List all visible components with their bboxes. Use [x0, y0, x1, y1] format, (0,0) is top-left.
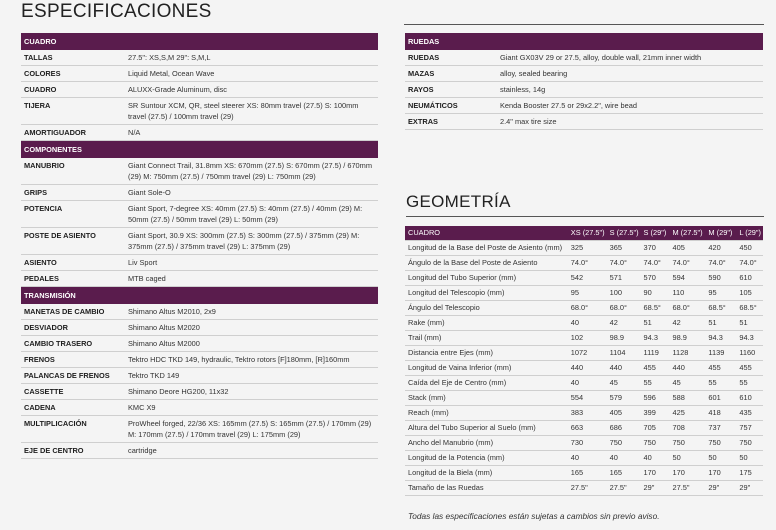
geometry-value: 74.0° — [705, 256, 736, 271]
spec-row — [21, 320, 378, 336]
geometry-row — [405, 421, 763, 436]
spec-row — [21, 443, 378, 459]
spec-key: FRENOS — [21, 352, 125, 368]
geometry-value: 90 — [641, 286, 670, 301]
spec-title: ESPECIFICACIONES — [21, 1, 212, 22]
geometry-row — [405, 481, 763, 496]
section-header-label: COMPONENTES — [21, 141, 378, 159]
spec-value: Giant Connect Trail, 31.8mm XS: 670mm (27.5) S: 670mm (27.5) / 670mm (29) M: 750mm (27.5) / 750mm travel (29) L: 750mm (29) — [125, 158, 378, 185]
spec-row — [21, 82, 378, 98]
geometry-value: 51 — [736, 316, 763, 331]
spec-row — [21, 352, 378, 368]
geometry-value: 405 — [669, 241, 705, 256]
geometry-value: 1139 — [705, 346, 736, 361]
geometry-value: 55 — [736, 376, 763, 391]
spec-row — [21, 66, 378, 82]
spec-value: cartridge — [125, 443, 378, 459]
geometry-value: 1119 — [641, 346, 670, 361]
geometry-label: Stack (mm) — [405, 391, 568, 406]
geometry-value: 554 — [568, 391, 607, 406]
spec-row — [21, 201, 378, 228]
spec-value: Tektro TKD 149 — [125, 368, 378, 384]
spec-value: KMC X9 — [125, 400, 378, 416]
section-header-label: CUADRO — [21, 33, 378, 50]
geometry-label: Longitud de la Biela (mm) — [405, 466, 568, 481]
geometry-value: 95 — [705, 286, 736, 301]
geometry-value: 68.5° — [736, 301, 763, 316]
spec-value: Liv Sport — [125, 255, 378, 271]
geometry-value: 94.3 — [641, 331, 670, 346]
geometry-row — [405, 391, 763, 406]
spec-key: CAMBIO TRASERO — [21, 336, 125, 352]
geometry-value: 705 — [641, 421, 670, 436]
geometry-label: Caída del Eje de Centro (mm) — [405, 376, 568, 391]
spec-key: MULTIPLICACIÓN — [21, 416, 125, 443]
geometry-value: 102 — [568, 331, 607, 346]
geometry-label: Longitud de la Base del Poste de Asiento (mm) — [405, 241, 568, 256]
geometry-label: Longitud de Vaina Inferior (mm) — [405, 361, 568, 376]
geometry-value: 29" — [705, 481, 736, 496]
geometry-header-cell: CUADRO — [405, 226, 568, 241]
spec-key: EJE DE CENTRO — [21, 443, 125, 459]
spec-value: Giant GX03V 29 or 27.5, alloy, double wall, 21mm inner width — [497, 50, 763, 66]
geometry-value: 170 — [669, 466, 705, 481]
geometry-value: 170 — [641, 466, 670, 481]
geometry-value: 420 — [705, 241, 736, 256]
geometry-value: 42 — [607, 316, 641, 331]
spec-row — [405, 82, 763, 98]
geometry-value: 68.5° — [641, 301, 670, 316]
spec-key: AMORTIGUADOR — [21, 125, 125, 141]
geometry-value: 165 — [607, 466, 641, 481]
geometry-label: Longitud del Tubo Superior (mm) — [405, 271, 568, 286]
spec-value: Shimano Altus M2020 — [125, 320, 378, 336]
spec-row — [21, 125, 378, 141]
geometry-value: 51 — [641, 316, 670, 331]
geometry-value: 365 — [607, 241, 641, 256]
section-header — [405, 33, 763, 50]
spec-key: GRIPS — [21, 185, 125, 201]
geometry-value: 588 — [669, 391, 705, 406]
geometry-row — [405, 256, 763, 271]
spec-value: stainless, 14g — [497, 82, 763, 98]
geometry-header-cell: S (29") — [641, 226, 670, 241]
geometry-value: 750 — [705, 436, 736, 451]
spec-key: CASSETTE — [21, 384, 125, 400]
geometry-row — [405, 241, 763, 256]
geometry-value: 45 — [607, 376, 641, 391]
geometry-value: 74.0° — [669, 256, 705, 271]
spec-row — [21, 228, 378, 255]
geometry-value: 686 — [607, 421, 641, 436]
geometry-value: 399 — [641, 406, 670, 421]
spec-row — [21, 304, 378, 320]
geometry-value: 40 — [568, 451, 607, 466]
geometry-value: 165 — [568, 466, 607, 481]
geometry-value: 610 — [736, 391, 763, 406]
geometry-value: 450 — [736, 241, 763, 256]
geometry-value: 74.0° — [641, 256, 670, 271]
spec-value: 27.5": XS,S,M 29": S,M,L — [125, 50, 378, 66]
spec-key: CUADRO — [21, 82, 125, 98]
geometry-value: 175 — [736, 466, 763, 481]
spec-key: ASIENTO — [21, 255, 125, 271]
geometry-value: 74.0° — [607, 256, 641, 271]
spec-row — [21, 185, 378, 201]
spec-key: TIJERA — [21, 98, 125, 125]
geometry-label: Ángulo del Telescopio — [405, 301, 568, 316]
geometry-title-rule — [406, 216, 764, 217]
geometry-label: Tamaño de las Ruedas — [405, 481, 568, 496]
geometry-value: 610 — [736, 271, 763, 286]
geometry-header-cell: L (29") — [736, 226, 763, 241]
geometry-value: 737 — [705, 421, 736, 436]
spec-value: alloy, sealed bearing — [497, 66, 763, 82]
spec-row — [21, 416, 378, 443]
geometry-value: 596 — [641, 391, 670, 406]
spec-key: POSTE DE ASIENTO — [21, 228, 125, 255]
geometry-value: 27.5" — [669, 481, 705, 496]
spec-key: MANETAS DE CAMBIO — [21, 304, 125, 320]
geometry-row — [405, 406, 763, 421]
geometry-value: 95 — [568, 286, 607, 301]
geometry-label: Ángulo de la Base del Poste de Asiento — [405, 256, 568, 271]
section-header-label: RUEDAS — [405, 33, 763, 50]
spec-row — [21, 271, 378, 287]
geometry-label: Distancia entre Ejes (mm) — [405, 346, 568, 361]
geometry-row — [405, 466, 763, 481]
geometry-value: 50 — [705, 451, 736, 466]
geometry-value: 425 — [669, 406, 705, 421]
geometry-value: 455 — [736, 361, 763, 376]
spec-table-wheels — [405, 33, 763, 130]
geometry-value: 100 — [607, 286, 641, 301]
geometry-value: 42 — [669, 316, 705, 331]
geometry-value: 98.9 — [607, 331, 641, 346]
geometry-row — [405, 271, 763, 286]
spec-value: ALUXX-Grade Aluminum, disc — [125, 82, 378, 98]
geometry-value: 730 — [568, 436, 607, 451]
geometry-value: 29" — [736, 481, 763, 496]
geometry-value: 708 — [669, 421, 705, 436]
footnote: Todas las especificaciones están sujetas a cambios sin previo aviso. — [408, 511, 660, 521]
geometry-value: 94.3 — [736, 331, 763, 346]
spec-value: SR Suntour XCM, QR, steel steerer XS: 80mm travel (27.5) S: 100mm travel (27.5) / 100mm travel (29) — [125, 98, 378, 125]
geometry-label: Rake (mm) — [405, 316, 568, 331]
section-header — [21, 33, 378, 50]
geometry-header-cell: M (29") — [705, 226, 736, 241]
spec-row — [405, 98, 763, 114]
geometry-value: 1104 — [607, 346, 641, 361]
geometry-value: 601 — [705, 391, 736, 406]
geometry-value: 418 — [705, 406, 736, 421]
geometry-value: 74.0° — [568, 256, 607, 271]
geometry-value: 455 — [705, 361, 736, 376]
geometry-value: 435 — [736, 406, 763, 421]
spec-value: Giant Sole-O — [125, 185, 378, 201]
spec-key: POTENCIA — [21, 201, 125, 228]
geometry-value: 51 — [705, 316, 736, 331]
spec-value: N/A — [125, 125, 378, 141]
geometry-table — [405, 226, 763, 496]
spec-row — [21, 336, 378, 352]
section-header-label: TRANSMISIÓN — [21, 287, 378, 305]
geometry-label: Ancho del Manubrio (mm) — [405, 436, 568, 451]
spec-value: Giant Sport, 30.9 XS: 300mm (27.5) S: 300mm (27.5) / 375mm (29) M: 375mm (27.5) / 375mm travel (29) L: 375mm (29) — [125, 228, 378, 255]
geometry-value: 45 — [669, 376, 705, 391]
geometry-value: 1072 — [568, 346, 607, 361]
spec-row — [21, 368, 378, 384]
geometry-row — [405, 451, 763, 466]
geometry-value: 27.5" — [568, 481, 607, 496]
geometry-value: 74.0° — [736, 256, 763, 271]
geometry-label: Trail (mm) — [405, 331, 568, 346]
spec-value: MTB caged — [125, 271, 378, 287]
geometry-label: Altura del Tubo Superior al Suelo (mm) — [405, 421, 568, 436]
geometry-row — [405, 376, 763, 391]
spec-title-rule — [404, 24, 764, 25]
geometry-value: 40 — [568, 316, 607, 331]
spec-row — [21, 384, 378, 400]
geometry-value: 750 — [641, 436, 670, 451]
spec-key: DESVIADOR — [21, 320, 125, 336]
geometry-row — [405, 361, 763, 376]
geometry-value: 105 — [736, 286, 763, 301]
geometry-value: 571 — [607, 271, 641, 286]
geometry-label: Longitud de la Potencia (mm) — [405, 451, 568, 466]
geometry-value: 750 — [607, 436, 641, 451]
spec-key: EXTRAS — [405, 114, 497, 130]
geometry-header-cell: XS (27.5") — [568, 226, 607, 241]
spec-value: Giant Sport, 7-degree XS: 40mm (27.5) S: 40mm (27.5) / 40mm (29) M: 50mm (27.5) / 50mm travel (29) L: 50mm (29) — [125, 201, 378, 228]
geometry-row — [405, 346, 763, 361]
geometry-value: 370 — [641, 241, 670, 256]
spec-row — [405, 114, 763, 130]
spec-value: Liquid Metal, Ocean Wave — [125, 66, 378, 82]
geometry-value: 440 — [568, 361, 607, 376]
geometry-value: 750 — [736, 436, 763, 451]
spec-key: MAZAS — [405, 66, 497, 82]
geometry-value: 55 — [705, 376, 736, 391]
geometry-row — [405, 331, 763, 346]
geometry-value: 405 — [607, 406, 641, 421]
geometry-row — [405, 286, 763, 301]
geometry-value: 1128 — [669, 346, 705, 361]
geometry-value: 110 — [669, 286, 705, 301]
geometry-value: 440 — [607, 361, 641, 376]
spec-key: PEDALES — [21, 271, 125, 287]
geometry-value: 542 — [568, 271, 607, 286]
geometry-value: 40 — [641, 451, 670, 466]
spec-key: PALANCAS DE FRENOS — [21, 368, 125, 384]
spec-key: TALLAS — [21, 50, 125, 66]
spec-row — [21, 255, 378, 271]
spec-value: 2.4" max tire size — [497, 114, 763, 130]
spec-key: CADENA — [21, 400, 125, 416]
spec-value: ProWheel forged, 22/36 XS: 165mm (27.5) S: 165mm (27.5) / 170mm (29) M: 170mm (27.5) / 170mm travel (29) L: 175mm (29) — [125, 416, 378, 443]
geometry-value: 455 — [641, 361, 670, 376]
section-header — [21, 141, 378, 159]
geometry-value: 579 — [607, 391, 641, 406]
spec-value: Shimano Altus M2010, 2x9 — [125, 304, 378, 320]
geometry-value: 383 — [568, 406, 607, 421]
geometry-value: 27.5" — [607, 481, 641, 496]
geometry-value: 40 — [568, 376, 607, 391]
spec-row — [21, 400, 378, 416]
geometry-row — [405, 316, 763, 331]
geometry-value: 68.5° — [705, 301, 736, 316]
spec-key: NEUMÁTICOS — [405, 98, 497, 114]
section-header — [21, 287, 378, 305]
geometry-value: 68.0° — [568, 301, 607, 316]
geometry-header-cell: M (27.5") — [669, 226, 705, 241]
spec-row — [405, 66, 763, 82]
spec-value: Tektro HDC TKD 149, hydraulic, Tektro rotors [F]180mm, [R]160mm — [125, 352, 378, 368]
geometry-label: Longitud del Telescopio (mm) — [405, 286, 568, 301]
geometry-value: 663 — [568, 421, 607, 436]
geometry-value: 40 — [607, 451, 641, 466]
spec-value: Kenda Booster 27.5 or 29x2.2", wire bead — [497, 98, 763, 114]
geometry-value: 325 — [568, 241, 607, 256]
geometry-value: 68.0° — [607, 301, 641, 316]
spec-key: COLORES — [21, 66, 125, 82]
geometry-value: 29" — [641, 481, 670, 496]
spec-row — [21, 158, 378, 185]
geometry-label: Reach (mm) — [405, 406, 568, 421]
spec-row — [405, 50, 763, 66]
geometry-header-row — [405, 226, 763, 241]
geometry-value: 50 — [669, 451, 705, 466]
spec-key: RAYOS — [405, 82, 497, 98]
spec-table-left — [21, 33, 378, 459]
spec-value: Shimano Deore HG200, 11x32 — [125, 384, 378, 400]
geometry-value: 750 — [669, 436, 705, 451]
geometry-header-cell: S (27.5") — [607, 226, 641, 241]
spec-key: MANUBRIO — [21, 158, 125, 185]
geometry-value: 440 — [669, 361, 705, 376]
geometry-value: 94.3 — [705, 331, 736, 346]
geometry-value: 757 — [736, 421, 763, 436]
spec-value: Shimano Altus M2000 — [125, 336, 378, 352]
geometry-value: 590 — [705, 271, 736, 286]
spec-key: RUEDAS — [405, 50, 497, 66]
geometry-value: 55 — [641, 376, 670, 391]
geometry-value: 1160 — [736, 346, 763, 361]
spec-row — [21, 98, 378, 125]
geometry-value: 594 — [669, 271, 705, 286]
geometry-value: 570 — [641, 271, 670, 286]
geometry-title: GEOMETRÍA — [406, 192, 511, 211]
spec-row — [21, 50, 378, 66]
geometry-value: 170 — [705, 466, 736, 481]
geometry-row — [405, 436, 763, 451]
geometry-row — [405, 301, 763, 316]
geometry-value: 50 — [736, 451, 763, 466]
geometry-value: 98.9 — [669, 331, 705, 346]
geometry-value: 68.0° — [669, 301, 705, 316]
